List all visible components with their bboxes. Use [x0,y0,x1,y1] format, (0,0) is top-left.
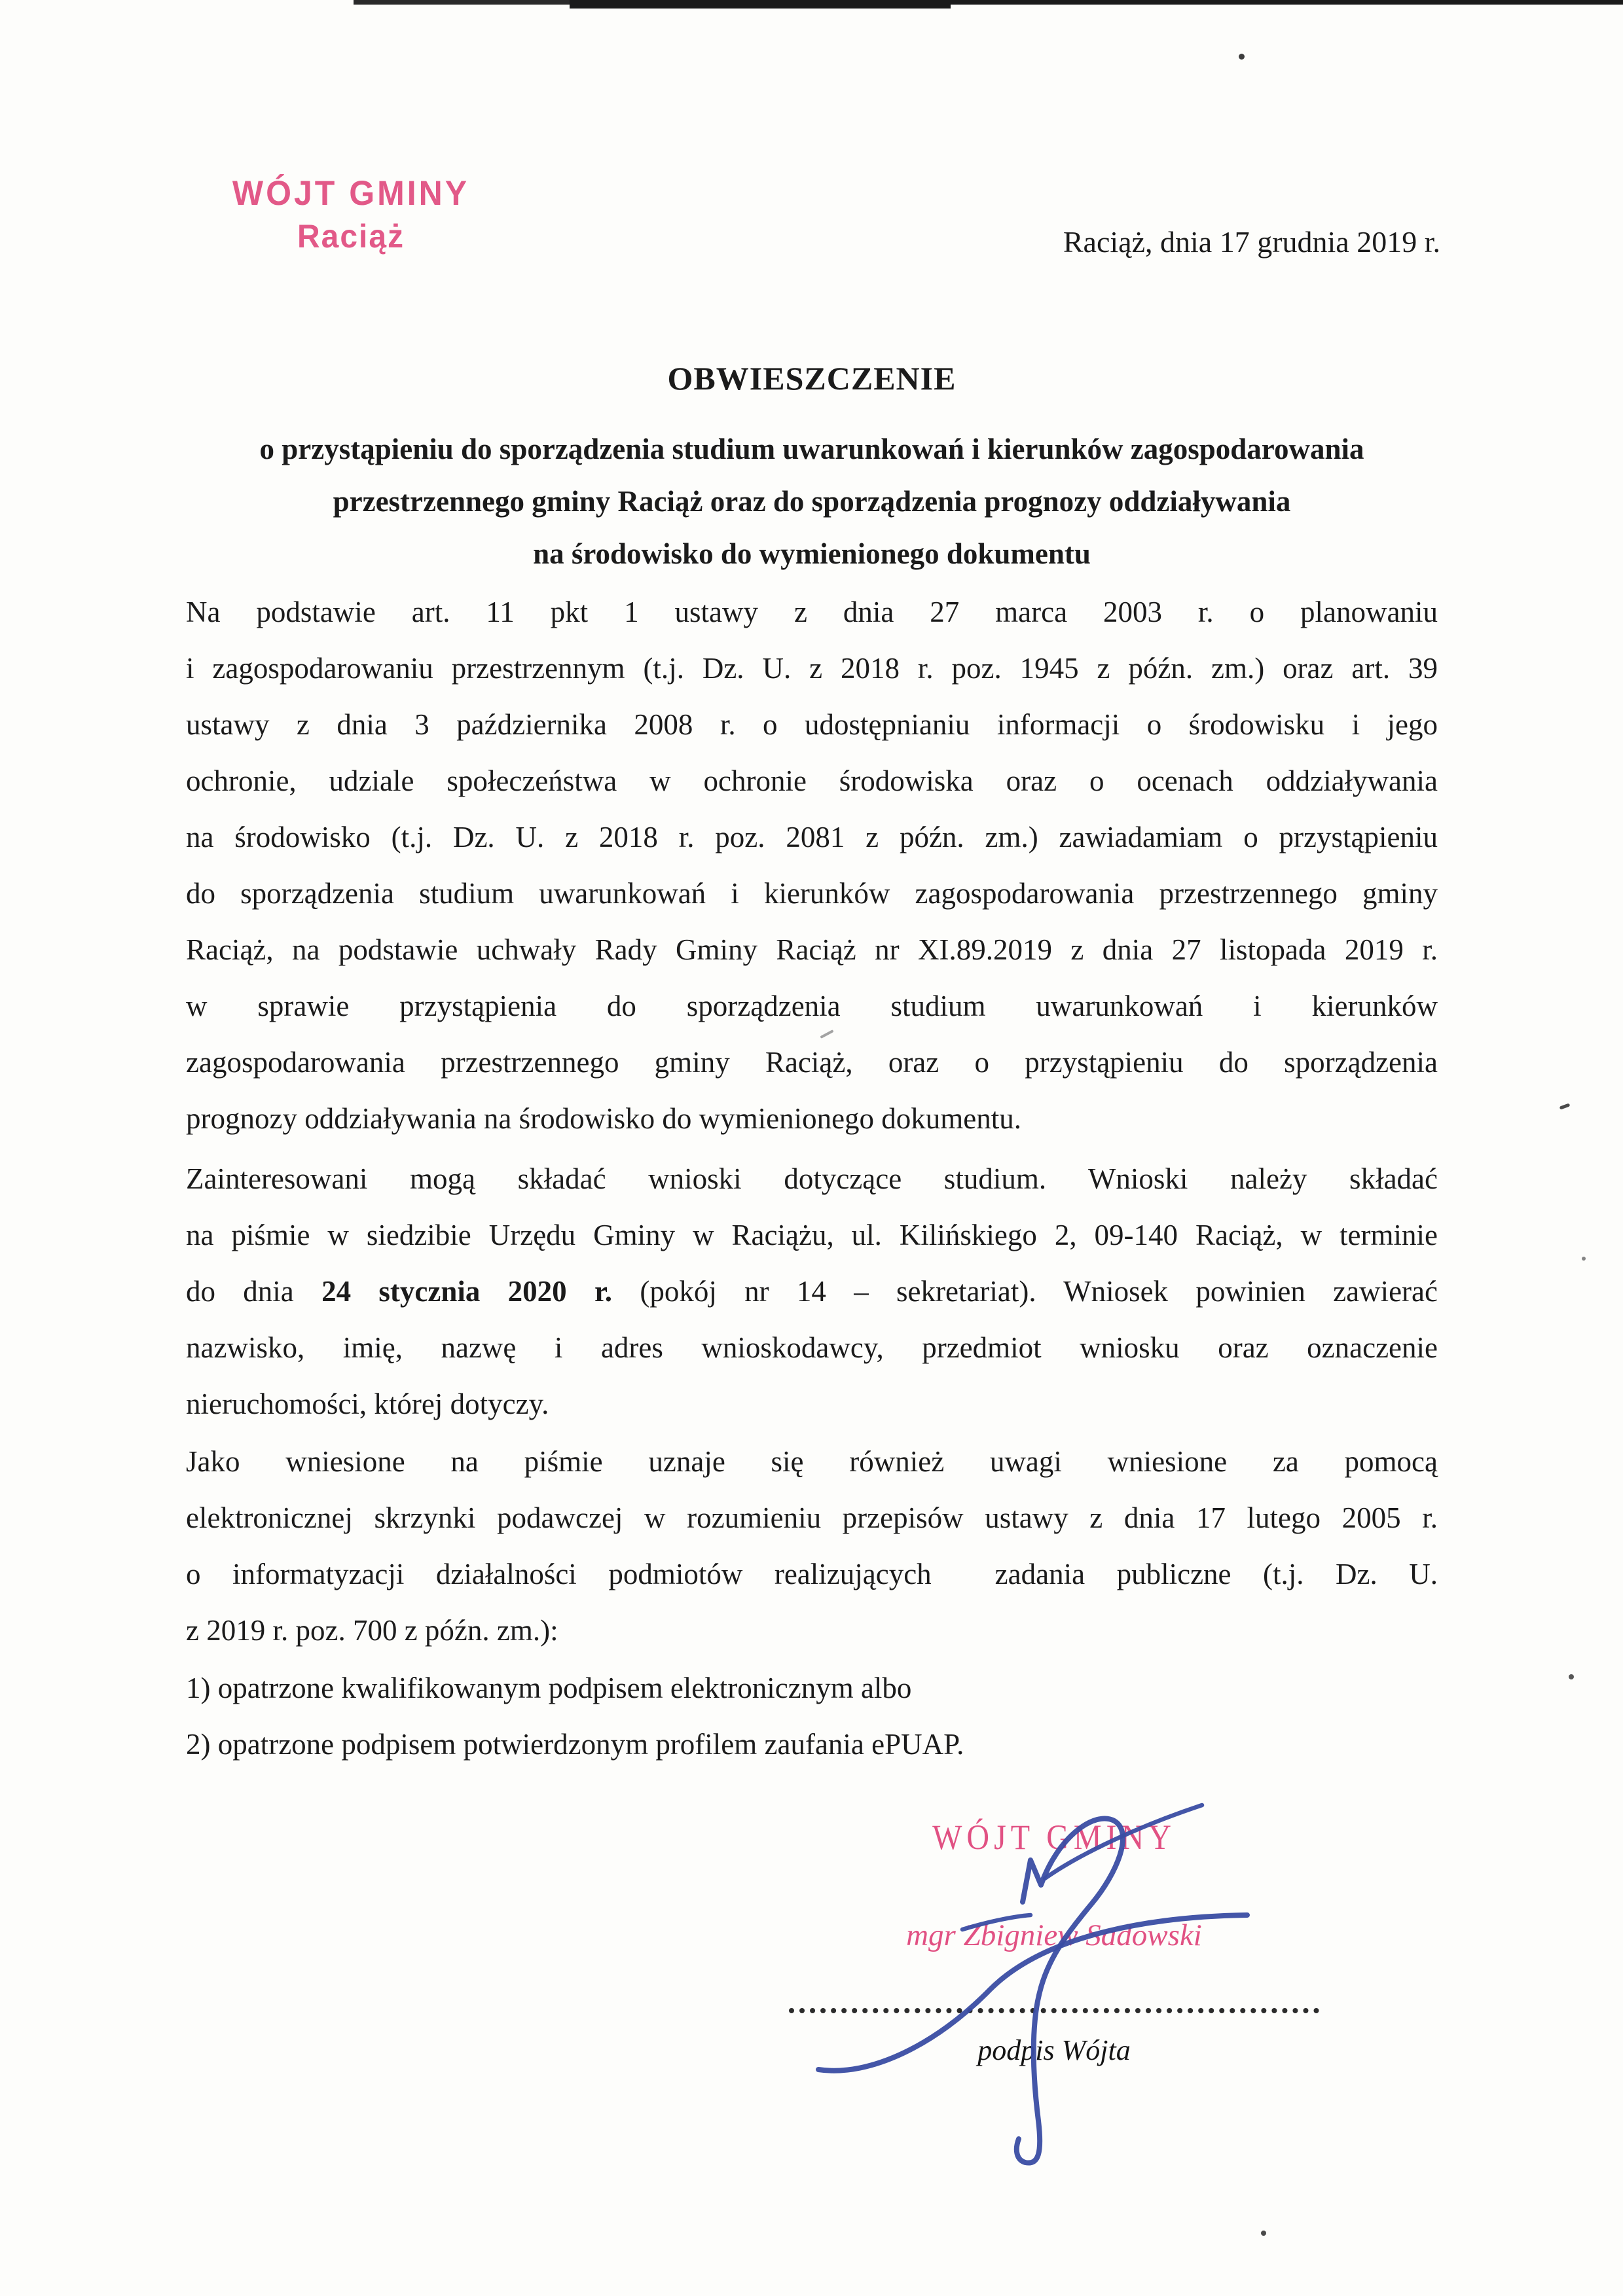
text-line: z 2019 r. poz. 700 z późn. zm.): [186,1614,558,1647]
scan-artifact-top-edge [949,0,1623,5]
text-line: na piśmie w siedzibie Urzędu Gminy w Raciążu, ul. Kilińskiego 2, 09-140 Raciąż, w terminie [186,1219,1438,1251]
office-stamp-title: WÓJT GMINY [232,173,470,213]
text-line: nazwisko, imię, nazwę i adres wnioskodawcy, przedmiot wniosku oraz oznaczenie [186,1331,1438,1364]
scan-speck [1261,2231,1266,2236]
paragraph-legal-basis [186,584,1438,1147]
subtitle-line: na środowisko do wymienionego dokumentu [533,537,1091,570]
text-line: i zagospodarowaniu przestrzennym (t.j. Dz. U. z 2018 r. poz. 1945 z późn. zm.) oraz art. 39 [186,652,1438,685]
signature-block [746,1820,1362,2069]
text-line: Na podstawie art. 11 pkt 1 ustawy z dnia 27 marca 2003 r. o planowaniu [186,596,1438,628]
scan-artifact-top-edge [570,0,951,9]
scan-artifact-top-edge [354,0,571,5]
scan-speck [1569,1674,1574,1679]
subtitle-line: przestrzennego gminy Raciąż oraz do sporządzenia prognozy oddziaływania [333,485,1291,518]
list-item: 2) opatrzone podpisem potwierdzonym profilem zaufania ePUAP. [186,1728,964,1761]
document-title: OBWIESZCZENIE [667,360,957,397]
signature-caption: podpis Wójta [977,2034,1131,2066]
scan-speck [1582,1257,1586,1261]
text-line: do dnia 24 stycznia 2020 r. (pokój nr 14 – sekretariat). Wniosek powinien zawierać [186,1275,1438,1308]
text-line: Zainteresowani mogą składać wnioski dotyczące studium. Wnioski należy składać [186,1162,1438,1195]
text-line: elektronicznej skrzynki podawczej w rozumieniu przepisów ustawy z dnia 17 lutego 2005 r. [186,1501,1438,1534]
paragraph-submission-info [186,1151,1438,1432]
paragraph-electronic-submission [186,1433,1438,1659]
document-subtitle [186,423,1438,580]
text-line: o informatyzacji działalności podmiotów realizujących zadania publiczne (t.j. Dz. U. [186,1558,1438,1590]
text-line: prognozy oddziaływania na środowisko do wymienionego dokumentu. [186,1102,1022,1135]
text-line: ustawy z dnia 3 października 2008 r. o udostępnianiu informacji o środowisku i jego [186,708,1438,741]
text-line: do sporządzenia studium uwarunkowań i kierunków zagospodarowania przestrzennego gminy [186,877,1438,910]
signature-stamp-name: mgr Zbigniew Sadowski [906,1918,1202,1952]
signature-stamp-role: WÓJT GMINY [932,1818,1176,1857]
signature-dotted-line [789,2005,1319,2013]
text-line: ochronie, udziale społeczeństwa w ochronie środowiska oraz o ocenach oddziaływania [186,764,1438,797]
text-line: zagospodarowania przestrzennego gminy Raciąż, oraz o przystąpieniu do sporządzenia [186,1046,1438,1079]
text-line: Jako wniesione na piśmie uznaje się również uwagi wniesione za pomocą [186,1445,1438,1478]
subtitle-line: o przystąpieniu do sporządzenia studium uwarunkowań i kierunków zagospodarowania [259,433,1364,465]
document-date: Raciąż, dnia 17 grudnia 2019 r. [1063,225,1440,259]
list-item: 1) opatrzone kwalifikowanym podpisem elektronicznym albo [186,1672,912,1704]
text-line: w sprawie przystąpienia do sporządzenia studium uwarunkowań i kierunków [186,990,1438,1022]
office-stamp [221,174,481,255]
text-line: na środowisko (t.j. Dz. U. z 2018 r. poz. 2081 z późn. zm.) zawiadamiam o przystąpieniu [186,821,1438,853]
scan-speck [1559,1103,1571,1109]
text-line: nieruchomości, której dotyczy. [186,1388,549,1420]
scan-speck [1239,54,1245,60]
text-line: Raciąż, na podstawie uchwały Rady Gminy Raciąż nr XI.89.2019 z dnia 27 listopada 2019 r. [186,933,1438,966]
office-stamp-place: Raciąż [297,218,405,255]
electronic-signature-options-list [186,1660,1438,1772]
